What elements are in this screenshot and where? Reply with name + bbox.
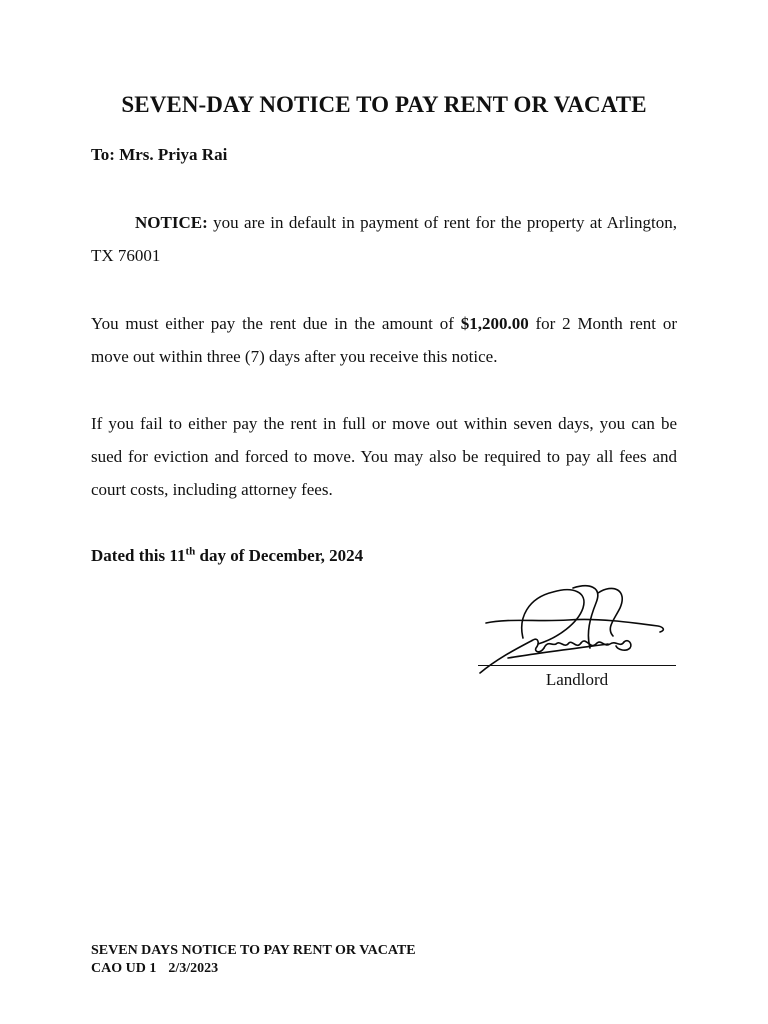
notice-paragraph — [91, 206, 677, 272]
dated-rest: day of December, 2024 — [195, 546, 364, 565]
document-title: SEVEN-DAY NOTICE TO PAY RENT OR VACATE — [121, 92, 647, 117]
footer-form-date: 2/3/2023 — [168, 961, 219, 976]
dated-ordinal: th — [185, 545, 196, 558]
footer-form-title: SEVEN DAYS NOTICE TO PAY RENT OR VACATE — [91, 943, 416, 958]
footer-form-code: CAO UD 1 — [91, 961, 157, 976]
recipient-line: To: Mrs. Priya Rai — [91, 145, 228, 164]
handwritten-signature — [478, 578, 678, 678]
footer-form-id — [91, 960, 416, 978]
payment-text-before: You must either pay the rent due in the amount of — [91, 314, 461, 333]
notice-text: you are in default in payment of rent for the property at Arlington, TX 76001 — [91, 213, 677, 265]
form-footer — [91, 942, 416, 978]
payment-text-after: for 2 Month rent or move out within three (7) days after you receive this notice. — [91, 314, 677, 366]
dated-prefix: Dated this 11 — [91, 546, 186, 565]
consequences-paragraph: If you fail to either pay the rent in full or move out within seven days, you can be sued for eviction and forced to move. You may also be required to pay all fees and court costs, including attorney fees. — [91, 414, 677, 499]
rent-amount: $1,200.00 — [460, 314, 529, 333]
signature-line — [478, 665, 676, 666]
dated-line — [91, 546, 363, 566]
signature-label: Landlord — [545, 670, 609, 689]
signature-block — [478, 578, 678, 698]
notice-label: NOTICE: — [135, 213, 208, 232]
payment-paragraph — [91, 307, 677, 373]
